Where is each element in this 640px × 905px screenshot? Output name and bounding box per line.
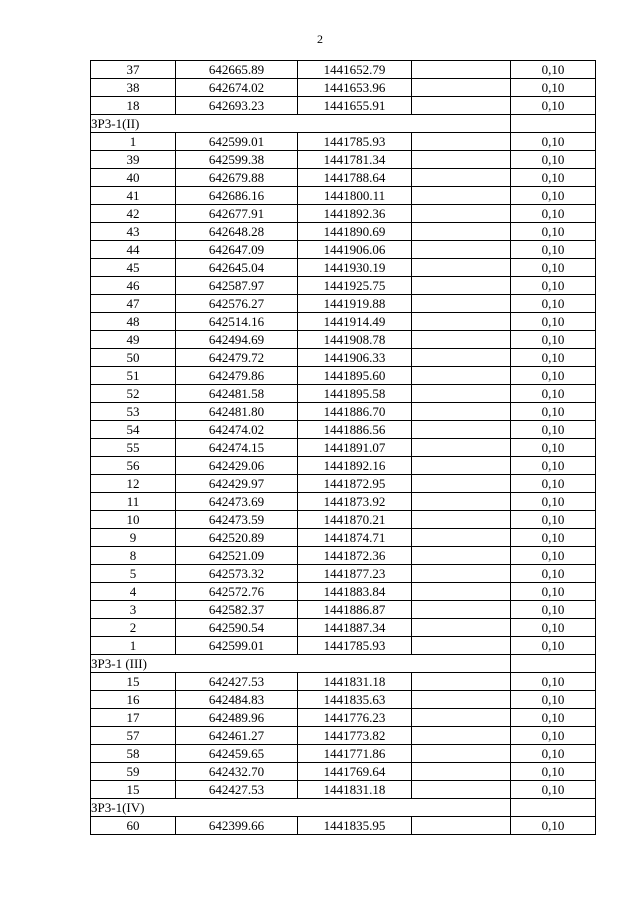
point-number-cell: 9 xyxy=(91,529,176,547)
point-number-cell: 45 xyxy=(91,259,176,277)
table-row xyxy=(91,619,596,637)
empty-cell xyxy=(412,403,511,421)
accuracy-cell: 0,10 xyxy=(511,277,596,295)
point-number-cell: 56 xyxy=(91,457,176,475)
y-coordinate-cell: 1441890.69 xyxy=(298,223,412,241)
empty-cell xyxy=(412,205,511,223)
table-row xyxy=(91,529,596,547)
point-number-cell: 5 xyxy=(91,565,176,583)
section-row xyxy=(91,655,596,673)
table-row xyxy=(91,133,596,151)
accuracy-cell: 0,10 xyxy=(511,583,596,601)
accuracy-cell: 0,10 xyxy=(511,601,596,619)
table-row xyxy=(91,331,596,349)
point-number-cell: 2 xyxy=(91,619,176,637)
accuracy-cell: 0,10 xyxy=(511,691,596,709)
table-row xyxy=(91,169,596,187)
point-number-cell: 51 xyxy=(91,367,176,385)
accuracy-cell: 0,10 xyxy=(511,709,596,727)
y-coordinate-cell: 1441653.96 xyxy=(298,79,412,97)
empty-cell xyxy=(412,781,511,799)
x-coordinate-cell: 642645.04 xyxy=(176,259,298,277)
point-number-cell: 1 xyxy=(91,133,176,151)
x-coordinate-cell: 642693.23 xyxy=(176,97,298,115)
point-number-cell: 59 xyxy=(91,763,176,781)
table-row xyxy=(91,637,596,655)
y-coordinate-cell: 1441785.93 xyxy=(298,637,412,655)
accuracy-cell: 0,10 xyxy=(511,259,596,277)
table-row xyxy=(91,367,596,385)
accuracy-cell: 0,10 xyxy=(511,331,596,349)
table-row xyxy=(91,511,596,529)
accuracy-cell: 0,10 xyxy=(511,763,596,781)
point-number-cell: 42 xyxy=(91,205,176,223)
coordinates-table xyxy=(90,60,596,835)
point-number-cell: 1 xyxy=(91,637,176,655)
x-coordinate-cell: 642679.88 xyxy=(176,169,298,187)
x-coordinate-cell: 642489.96 xyxy=(176,709,298,727)
empty-cell xyxy=(412,691,511,709)
empty-cell xyxy=(412,259,511,277)
y-coordinate-cell: 1441895.60 xyxy=(298,367,412,385)
y-coordinate-cell: 1441908.78 xyxy=(298,331,412,349)
point-number-cell: 41 xyxy=(91,187,176,205)
table-row xyxy=(91,97,596,115)
table-row xyxy=(91,439,596,457)
y-coordinate-cell: 1441891.07 xyxy=(298,439,412,457)
empty-cell xyxy=(412,367,511,385)
point-number-cell: 52 xyxy=(91,385,176,403)
accuracy-cell: 0,10 xyxy=(511,295,596,313)
table-row xyxy=(91,241,596,259)
empty-cell xyxy=(412,439,511,457)
y-coordinate-cell: 1441781.34 xyxy=(298,151,412,169)
y-coordinate-cell: 1441771.86 xyxy=(298,745,412,763)
accuracy-cell: 0,10 xyxy=(511,511,596,529)
empty-cell xyxy=(412,763,511,781)
table-row xyxy=(91,727,596,745)
table-row xyxy=(91,403,596,421)
y-coordinate-cell: 1441886.70 xyxy=(298,403,412,421)
empty-cell xyxy=(412,637,511,655)
x-coordinate-cell: 642429.97 xyxy=(176,475,298,493)
accuracy-cell: 0,10 xyxy=(511,565,596,583)
y-coordinate-cell: 1441788.64 xyxy=(298,169,412,187)
accuracy-cell: 0,10 xyxy=(511,745,596,763)
point-number-cell: 43 xyxy=(91,223,176,241)
accuracy-cell: 0,10 xyxy=(511,349,596,367)
empty-cell xyxy=(412,529,511,547)
table-row xyxy=(91,781,596,799)
empty-cell xyxy=(412,547,511,565)
y-coordinate-cell: 1441773.82 xyxy=(298,727,412,745)
accuracy-cell: 0,10 xyxy=(511,493,596,511)
accuracy-cell: 0,10 xyxy=(511,79,596,97)
accuracy-cell: 0,10 xyxy=(511,97,596,115)
empty-cell xyxy=(412,79,511,97)
point-number-cell: 11 xyxy=(91,493,176,511)
x-coordinate-cell: 642399.66 xyxy=(176,817,298,835)
y-coordinate-cell: 1441925.75 xyxy=(298,277,412,295)
x-coordinate-cell: 642473.69 xyxy=(176,493,298,511)
y-coordinate-cell: 1441886.87 xyxy=(298,601,412,619)
point-number-cell: 38 xyxy=(91,79,176,97)
point-number-cell: 15 xyxy=(91,781,176,799)
empty-cell xyxy=(412,745,511,763)
accuracy-cell: 0,10 xyxy=(511,475,596,493)
x-coordinate-cell: 642514.16 xyxy=(176,313,298,331)
section-title: ЗР3-1(II) xyxy=(91,115,511,133)
table-row xyxy=(91,223,596,241)
empty-cell xyxy=(412,187,511,205)
accuracy-cell: 0,10 xyxy=(511,205,596,223)
x-coordinate-cell: 642521.09 xyxy=(176,547,298,565)
accuracy-cell: 0,10 xyxy=(511,241,596,259)
section-blank-cell xyxy=(511,655,596,673)
y-coordinate-cell: 1441883.84 xyxy=(298,583,412,601)
empty-cell xyxy=(412,295,511,313)
x-coordinate-cell: 642686.16 xyxy=(176,187,298,205)
empty-cell xyxy=(412,277,511,295)
accuracy-cell: 0,10 xyxy=(511,61,596,79)
table-row xyxy=(91,277,596,295)
table-row xyxy=(91,817,596,835)
table-row xyxy=(91,205,596,223)
section-row xyxy=(91,799,596,817)
empty-cell xyxy=(412,151,511,169)
empty-cell xyxy=(412,133,511,151)
point-number-cell: 10 xyxy=(91,511,176,529)
point-number-cell: 40 xyxy=(91,169,176,187)
point-number-cell: 39 xyxy=(91,151,176,169)
point-number-cell: 15 xyxy=(91,673,176,691)
table-row xyxy=(91,313,596,331)
y-coordinate-cell: 1441892.16 xyxy=(298,457,412,475)
empty-cell xyxy=(412,313,511,331)
y-coordinate-cell: 1441835.95 xyxy=(298,817,412,835)
point-number-cell: 46 xyxy=(91,277,176,295)
table-row xyxy=(91,673,596,691)
y-coordinate-cell: 1441872.95 xyxy=(298,475,412,493)
accuracy-cell: 0,10 xyxy=(511,151,596,169)
point-number-cell: 8 xyxy=(91,547,176,565)
point-number-cell: 50 xyxy=(91,349,176,367)
x-coordinate-cell: 642647.09 xyxy=(176,241,298,259)
empty-cell xyxy=(412,511,511,529)
table-row xyxy=(91,259,596,277)
empty-cell xyxy=(412,385,511,403)
x-coordinate-cell: 642674.02 xyxy=(176,79,298,97)
table-row xyxy=(91,421,596,439)
table-row xyxy=(91,61,596,79)
table-row xyxy=(91,475,596,493)
x-coordinate-cell: 642429.06 xyxy=(176,457,298,475)
y-coordinate-cell: 1441769.64 xyxy=(298,763,412,781)
point-number-cell: 17 xyxy=(91,709,176,727)
point-number-cell: 18 xyxy=(91,97,176,115)
empty-cell xyxy=(412,97,511,115)
empty-cell xyxy=(412,421,511,439)
point-number-cell: 44 xyxy=(91,241,176,259)
x-coordinate-cell: 642573.32 xyxy=(176,565,298,583)
y-coordinate-cell: 1441877.23 xyxy=(298,565,412,583)
table-row xyxy=(91,493,596,511)
y-coordinate-cell: 1441886.56 xyxy=(298,421,412,439)
empty-cell xyxy=(412,241,511,259)
point-number-cell: 49 xyxy=(91,331,176,349)
table-row xyxy=(91,79,596,97)
point-number-cell: 16 xyxy=(91,691,176,709)
x-coordinate-cell: 642461.27 xyxy=(176,727,298,745)
empty-cell xyxy=(412,601,511,619)
x-coordinate-cell: 642474.15 xyxy=(176,439,298,457)
empty-cell xyxy=(412,331,511,349)
accuracy-cell: 0,10 xyxy=(511,223,596,241)
table-row xyxy=(91,709,596,727)
accuracy-cell: 0,10 xyxy=(511,529,596,547)
table-row xyxy=(91,547,596,565)
accuracy-cell: 0,10 xyxy=(511,403,596,421)
section-title: ЗР3-1(IV) xyxy=(91,799,511,817)
table-row xyxy=(91,583,596,601)
point-number-cell: 60 xyxy=(91,817,176,835)
point-number-cell: 3 xyxy=(91,601,176,619)
accuracy-cell: 0,10 xyxy=(511,619,596,637)
empty-cell xyxy=(412,61,511,79)
x-coordinate-cell: 642427.53 xyxy=(176,673,298,691)
x-coordinate-cell: 642648.28 xyxy=(176,223,298,241)
y-coordinate-cell: 1441906.06 xyxy=(298,241,412,259)
x-coordinate-cell: 642459.65 xyxy=(176,745,298,763)
point-number-cell: 58 xyxy=(91,745,176,763)
x-coordinate-cell: 642582.37 xyxy=(176,601,298,619)
empty-cell xyxy=(412,457,511,475)
empty-cell xyxy=(412,475,511,493)
y-coordinate-cell: 1441776.23 xyxy=(298,709,412,727)
point-number-cell: 57 xyxy=(91,727,176,745)
y-coordinate-cell: 1441870.21 xyxy=(298,511,412,529)
x-coordinate-cell: 642576.27 xyxy=(176,295,298,313)
y-coordinate-cell: 1441655.91 xyxy=(298,97,412,115)
table-row xyxy=(91,691,596,709)
x-coordinate-cell: 642590.54 xyxy=(176,619,298,637)
accuracy-cell: 0,10 xyxy=(511,133,596,151)
x-coordinate-cell: 642599.01 xyxy=(176,133,298,151)
table-row xyxy=(91,349,596,367)
y-coordinate-cell: 1441887.34 xyxy=(298,619,412,637)
empty-cell xyxy=(412,223,511,241)
y-coordinate-cell: 1441835.63 xyxy=(298,691,412,709)
empty-cell xyxy=(412,727,511,745)
table-row xyxy=(91,565,596,583)
empty-cell xyxy=(412,565,511,583)
point-number-cell: 54 xyxy=(91,421,176,439)
x-coordinate-cell: 642473.59 xyxy=(176,511,298,529)
section-blank-cell xyxy=(511,115,596,133)
point-number-cell: 53 xyxy=(91,403,176,421)
table-row xyxy=(91,295,596,313)
point-number-cell: 48 xyxy=(91,313,176,331)
y-coordinate-cell: 1441873.92 xyxy=(298,493,412,511)
empty-cell xyxy=(412,619,511,637)
y-coordinate-cell: 1441930.19 xyxy=(298,259,412,277)
accuracy-cell: 0,10 xyxy=(511,673,596,691)
y-coordinate-cell: 1441919.88 xyxy=(298,295,412,313)
accuracy-cell: 0,10 xyxy=(511,421,596,439)
x-coordinate-cell: 642599.01 xyxy=(176,637,298,655)
accuracy-cell: 0,10 xyxy=(511,367,596,385)
empty-cell xyxy=(412,583,511,601)
y-coordinate-cell: 1441785.93 xyxy=(298,133,412,151)
table-row xyxy=(91,457,596,475)
coordinates-table-body xyxy=(91,61,596,835)
point-number-cell: 55 xyxy=(91,439,176,457)
section-title: ЗР3-1 (III) xyxy=(91,655,511,673)
y-coordinate-cell: 1441892.36 xyxy=(298,205,412,223)
table-row xyxy=(91,151,596,169)
accuracy-cell: 0,10 xyxy=(511,781,596,799)
x-coordinate-cell: 642427.53 xyxy=(176,781,298,799)
x-coordinate-cell: 642599.38 xyxy=(176,151,298,169)
x-coordinate-cell: 642587.97 xyxy=(176,277,298,295)
accuracy-cell: 0,10 xyxy=(511,547,596,565)
empty-cell xyxy=(412,709,511,727)
x-coordinate-cell: 642677.91 xyxy=(176,205,298,223)
x-coordinate-cell: 642484.83 xyxy=(176,691,298,709)
accuracy-cell: 0,10 xyxy=(511,637,596,655)
point-number-cell: 37 xyxy=(91,61,176,79)
y-coordinate-cell: 1441872.36 xyxy=(298,547,412,565)
empty-cell xyxy=(412,349,511,367)
x-coordinate-cell: 642479.86 xyxy=(176,367,298,385)
x-coordinate-cell: 642474.02 xyxy=(176,421,298,439)
x-coordinate-cell: 642494.69 xyxy=(176,331,298,349)
x-coordinate-cell: 642520.89 xyxy=(176,529,298,547)
y-coordinate-cell: 1441874.71 xyxy=(298,529,412,547)
y-coordinate-cell: 1441652.79 xyxy=(298,61,412,79)
y-coordinate-cell: 1441831.18 xyxy=(298,673,412,691)
section-row xyxy=(91,115,596,133)
x-coordinate-cell: 642481.58 xyxy=(176,385,298,403)
accuracy-cell: 0,10 xyxy=(511,727,596,745)
table-row xyxy=(91,385,596,403)
y-coordinate-cell: 1441906.33 xyxy=(298,349,412,367)
x-coordinate-cell: 642572.76 xyxy=(176,583,298,601)
table-row xyxy=(91,763,596,781)
x-coordinate-cell: 642479.72 xyxy=(176,349,298,367)
y-coordinate-cell: 1441800.11 xyxy=(298,187,412,205)
accuracy-cell: 0,10 xyxy=(511,187,596,205)
table-row xyxy=(91,745,596,763)
accuracy-cell: 0,10 xyxy=(511,385,596,403)
accuracy-cell: 0,10 xyxy=(511,169,596,187)
accuracy-cell: 0,10 xyxy=(511,457,596,475)
empty-cell xyxy=(412,493,511,511)
empty-cell xyxy=(412,817,511,835)
section-blank-cell xyxy=(511,799,596,817)
y-coordinate-cell: 1441831.18 xyxy=(298,781,412,799)
accuracy-cell: 0,10 xyxy=(511,439,596,457)
point-number-cell: 12 xyxy=(91,475,176,493)
page-number: 2 xyxy=(317,32,323,46)
table-row xyxy=(91,601,596,619)
x-coordinate-cell: 642665.89 xyxy=(176,61,298,79)
point-number-cell: 4 xyxy=(91,583,176,601)
empty-cell xyxy=(412,673,511,691)
y-coordinate-cell: 1441914.49 xyxy=(298,313,412,331)
accuracy-cell: 0,10 xyxy=(511,817,596,835)
accuracy-cell: 0,10 xyxy=(511,313,596,331)
point-number-cell: 47 xyxy=(91,295,176,313)
empty-cell xyxy=(412,169,511,187)
x-coordinate-cell: 642432.70 xyxy=(176,763,298,781)
x-coordinate-cell: 642481.80 xyxy=(176,403,298,421)
y-coordinate-cell: 1441895.58 xyxy=(298,385,412,403)
table-row xyxy=(91,187,596,205)
